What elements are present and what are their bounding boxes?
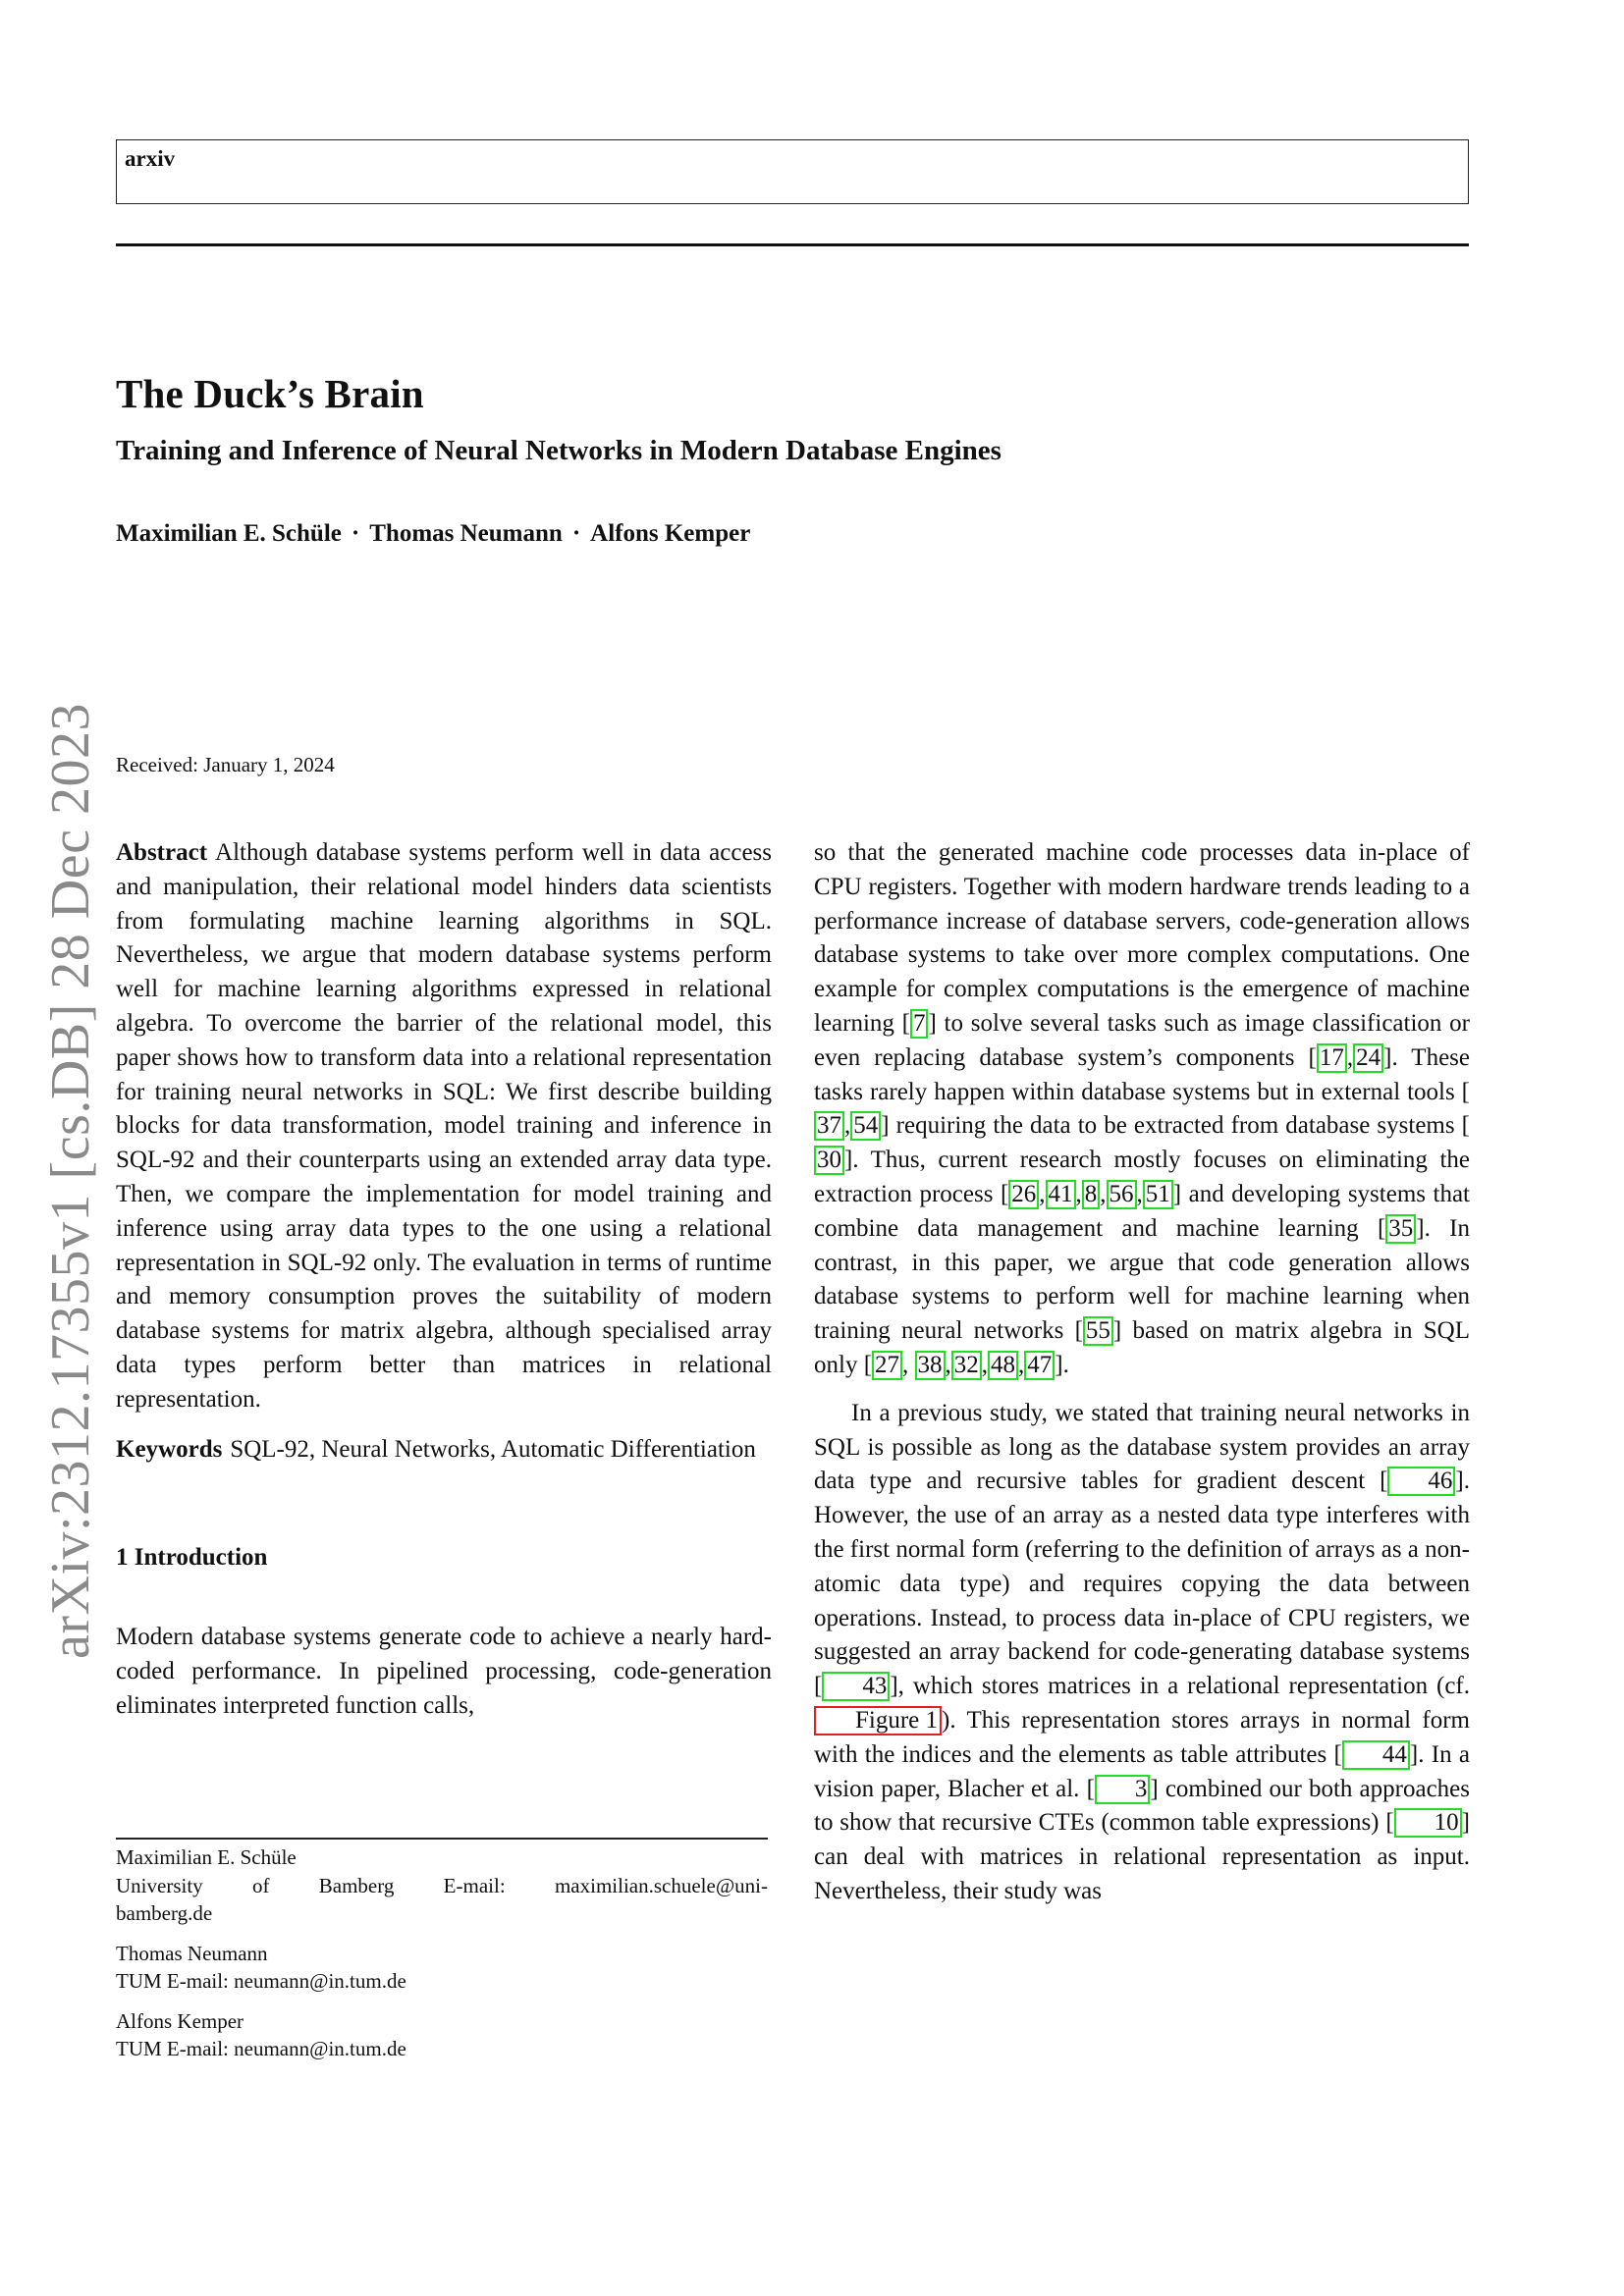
left-column [116, 836, 772, 1724]
body-text: , which stores matrices in a relational representation (cf. [897, 1673, 1470, 1700]
citation-link[interactable]: 44 [1342, 1740, 1410, 1770]
abstract [116, 836, 772, 1417]
keywords-text: SQL-92, Neural Networks, Automatic Differentiation [230, 1435, 756, 1463]
footnote-author-name: Alfons Kemper [116, 2008, 244, 2033]
citation-link[interactable]: 56 [1107, 1180, 1137, 1209]
footnote-author [116, 1843, 768, 1928]
author-name: Maximilian E. Schüle [116, 520, 342, 547]
footnote-author [116, 1940, 768, 1996]
author-name: Thomas Neumann [369, 520, 563, 547]
citation-link[interactable]: 26 [1008, 1180, 1039, 1209]
body-text: . These tasks rarely happen within database systems but in external tools [814, 1043, 1470, 1105]
citation-link[interactable]: 37 [814, 1111, 844, 1141]
citation-link[interactable]: 27 [872, 1351, 902, 1380]
citation-link[interactable]: 3 [1095, 1775, 1151, 1804]
citation-link[interactable]: 38 [915, 1351, 946, 1380]
body-text: based on matrix algebra in SQL only [814, 1317, 1470, 1378]
body-text: . However, the use of an array as a nested data type interferes with the first normal form (referring to the definition of arrays as a non-atomic data type) and requires copying the data between operations. Instead, to process data in-place of CPU registers, we suggested an array backend for code-generating database systems [814, 1468, 1470, 1666]
citation-link[interactable]: 43 [822, 1672, 890, 1701]
citation-link[interactable]: 35 [1385, 1214, 1416, 1244]
footnote-affiliation: TUM E-mail: neumann@in.tum.de [116, 1969, 406, 1993]
citation-link[interactable]: 8 [1082, 1180, 1101, 1209]
citation-link[interactable]: 41 [1046, 1180, 1076, 1209]
arxiv-identifier-stamp: arXiv:2312.17355v1 [cs.DB] 28 Dec 2023 [40, 703, 101, 1659]
keywords [116, 1433, 772, 1468]
footnote-author-name: Thomas Neumann [116, 1941, 268, 1965]
body-text: requiring the data to be extracted from database systems [889, 1112, 1462, 1140]
header-rule [116, 243, 1469, 246]
body-text: to solve several tasks such as image classification or even replacing database system’s components [814, 1009, 1470, 1071]
author-footnotes [116, 1843, 768, 2075]
body-text: In a previous study, we stated that training neural networks in SQL is possible as long as the database system provides an array data type and recursive tables for gradient descent [814, 1399, 1470, 1495]
body-text: . In a vision paper, Blacher et al. [814, 1740, 1470, 1802]
citation-link[interactable]: 30 [814, 1146, 844, 1175]
citation-link[interactable]: 10 [1394, 1808, 1462, 1838]
footnote-affiliation: University of Bamberg E-mail: maximilian.schuele@uni- [116, 1873, 768, 1897]
citation-link[interactable]: 17 [1317, 1043, 1347, 1073]
abstract-label: Abstract [116, 839, 208, 866]
keywords-label: Keywords [116, 1435, 223, 1463]
footnote-author [116, 2007, 768, 2063]
citation-link[interactable]: 32 [951, 1351, 982, 1380]
body-text: and developing systems that combine data management and machine learning [814, 1180, 1470, 1242]
author-separator: · [351, 520, 360, 547]
figure-reference-link[interactable]: Figure 1 [814, 1706, 942, 1735]
citation-link[interactable]: 47 [1024, 1351, 1055, 1380]
body-text: . Thus, current research mostly focuses on eliminating the extraction process [814, 1147, 1470, 1207]
citation-link[interactable]: 48 [988, 1351, 1018, 1380]
body-text: so that the generated machine code processes data in-place of CPU registers. Together with modern hardware trends leading to a performance increase of database servers, code-generation allows database systems to take over more complex computations. One example for complex computations is the emergence of machine learning [814, 839, 1470, 1037]
abstract-text: Although database systems perform well in data access and manipulation, their relational model hinders data scientists from formulating machine learning algorithms in SQL. Nevertheless, we argue that modern database systems perform well for machine learning algorithms expressed in relational algebra. To overcome the barrier of the relational model, this paper shows how to transform data into a relational representation for training neural networks in SQL: We first describe building blocks for data transformation, model training and inference in SQL-92 and their counterparts using an extended array data type. Then, we compare the implementation for model training and inference using array data types to the one using a relational representation in SQL-92 only. The evaluation in terms of runtime and memory consumption proves the suitability of modern database systems for matrix algebra, although specialised array data types perform better than matrices in relational representation. [116, 839, 772, 1413]
body-text: can deal with matrices in relational representation as input. Nevertheless, their study was [814, 1843, 1470, 1904]
journal-name: arxiv [125, 146, 176, 171]
body-text: . In contrast, in this paper, we argue that code generation allows database systems to perform well for machine learning when training neural networks [814, 1214, 1470, 1345]
body-text: ). This representation stores arrays in normal form with the indices and the elements as table attributes [814, 1706, 1470, 1768]
citation-link[interactable]: 7 [910, 1009, 929, 1039]
citation-link[interactable]: 46 [1387, 1467, 1455, 1496]
footnote-author-name: Maximilian E. Schüle [116, 1845, 297, 1869]
body-text: . [1062, 1351, 1069, 1378]
section-heading-introduction: 1 Introduction [116, 1544, 268, 1572]
citation-link[interactable]: 55 [1083, 1316, 1113, 1346]
citation-link[interactable]: 51 [1143, 1180, 1173, 1209]
author-name: Alfons Kemper [590, 520, 751, 547]
introduction-paragraph: Modern database systems generate code to achieve a nearly hard-coded performance. In pipelined processing, code-generation eliminates interpreted function calls, [116, 1624, 772, 1719]
footnote-rule [116, 1838, 768, 1840]
right-column [814, 836, 1470, 1909]
author-separator: · [571, 520, 581, 547]
footnote-affiliation: bamberg.de [116, 1901, 213, 1925]
paper-subtitle: Training and Inference of Neural Networks in Modern Database Engines [116, 435, 1001, 466]
footnote-affiliation: TUM E-mail: neumann@in.tum.de [116, 2037, 406, 2060]
received-date: Received: January 1, 2024 [116, 753, 335, 776]
citation-link[interactable]: 24 [1353, 1043, 1383, 1073]
journal-header-box [116, 139, 1469, 204]
body-text: combined our both approaches to show that recursive CTEs (common table expressions) [814, 1775, 1470, 1837]
author-list [116, 520, 750, 548]
citation-link[interactable]: 54 [850, 1111, 881, 1141]
introduction-paragraph-continued: so that the generated machine code processes data in-place of CPU registers. Together with modern hardware trends leading to a performance increase of database servers, code-generation allows database systems to take over more complex computations. One example for complex computations is the emergence of machine learning [ 7 ] to solve several tasks such as image classification or even replacing database system’s components [ 17 , 24 ]. These tasks rarely happen within database systems but in external tools [37 , 54 ] requiring the data to be extracted from database systems [30 ]. Thus, current research mostly focuses on eliminating the extraction process [ 26 , 41 , 8 , 56 , 51 ] and developing systems that combine data management and machine learning [ 35 ]. In contrast, in this paper, we argue that code generation allows database systems to perform well for machine learning when training neural networks [ 55 ] based on matrix algebra in SQL only [ 27 , 38 , 32 , 48 , 47 ]. [814, 839, 1470, 1378]
paper-title: The Duck’s Brain [116, 371, 424, 416]
introduction-paragraph-2: In a previous study, we stated that training neural networks in SQL is possible as long as the database system provides an array data type and recursive tables for gradient descent [ 46 ]. However, the use of an array as a nested data type interferes with the first normal form (referring to the definition of arrays as a non-atomic data type) and requires copying the data between operations. Instead, to process data in-place of CPU registers, we suggested an array backend for code-generating database systems [ 43 ], which stores matrices in a relational representation (cf. Figure 1 ). This representation stores arrays in normal form with the indices and the elements as table attributes [ 44 ]. In a vision paper, Blacher et al. [ 3 ] combined our both approaches to show that recursive CTEs (common table expressions) [ 10 ] can deal with matrices in relational representation as input. Nevertheless, their study was [814, 1399, 1470, 1904]
